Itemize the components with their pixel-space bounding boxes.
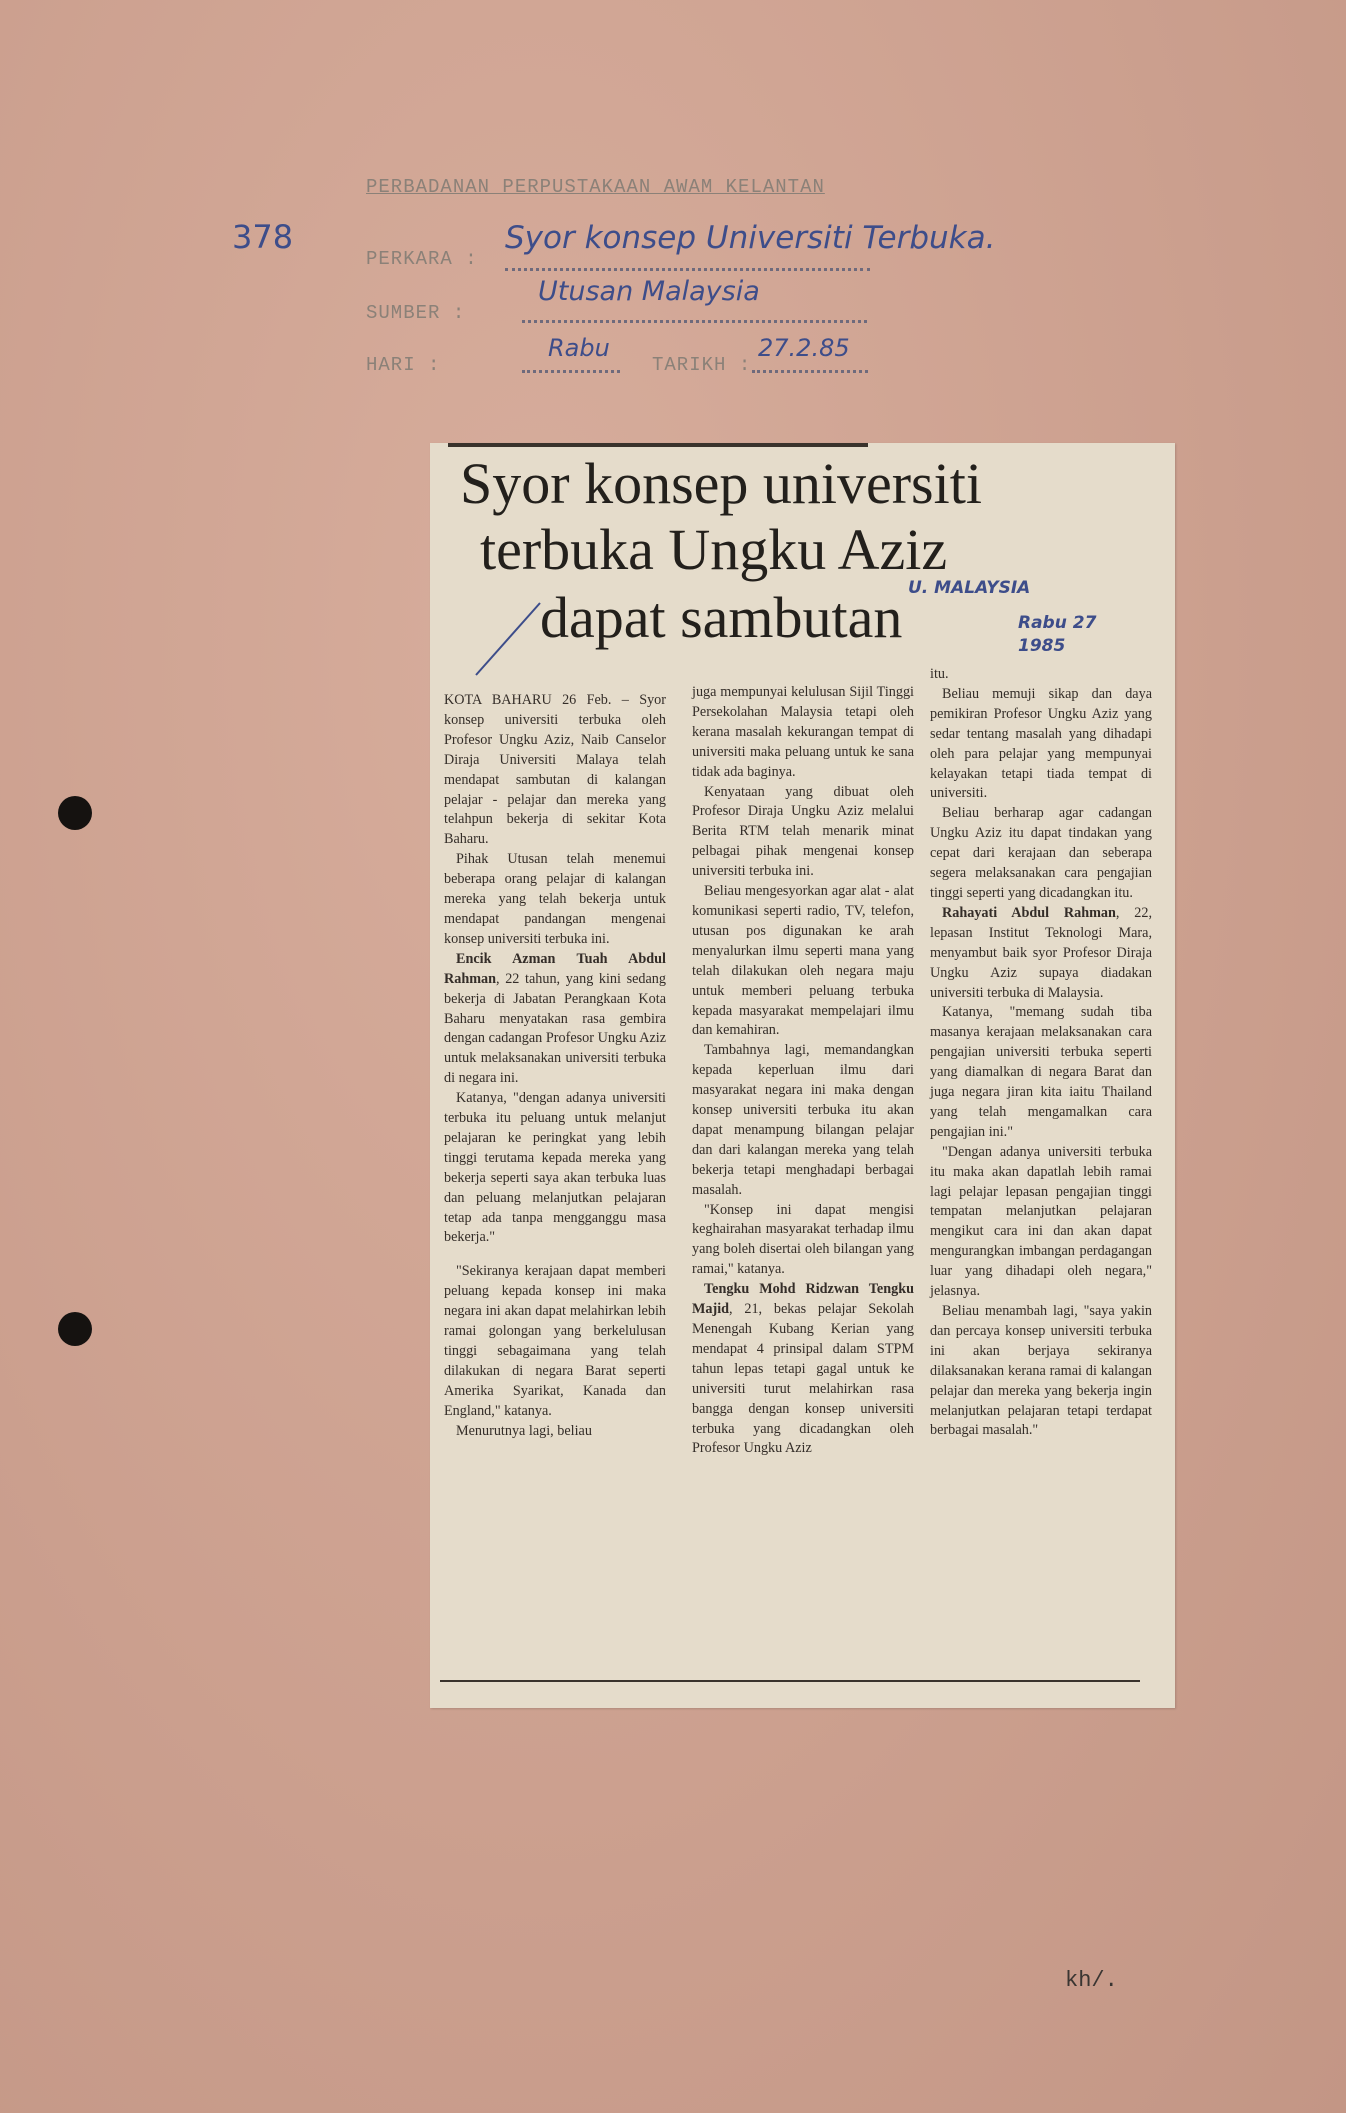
article-column-2 [692,683,914,1459]
interviewee-name: Tengku Mohd Ridzwan Tengku Majid [692,1281,914,1318]
col1-para: Menurutnya lagi, beliau [456,1422,592,1439]
clipping-bottom-rule [440,1680,1140,1682]
hari-value: Rabu [548,334,610,362]
pen-stroke-mark [468,593,548,683]
punch-hole-top [58,796,92,830]
col3-para: Beliau menambah lagi, "saya yakin dan percaya konsep universiti terbuka ini akan berjaya sekiranya dilaksanakan kerana ramai di kalangan pelajar dan mereka yang bekerja ingin melanjutkan pelajaran tetapi terdapat berbagai masalah." [930,1303,1152,1439]
handwritten-date-note: Rabu 27 [1018,613,1097,633]
reference-number: 378 [232,218,294,256]
col1-para: "Sekiranya kerajaan dapat memberi peluang kepada konsep ini maka negara ini akan dapat melahirkan lebih ramai golongan yang berkelulusan tinggi sebagaimana yang telah dilakukan di negara Barat seperti Amerika Syarikat, Kanada dan England," katanya. [444,1263,666,1419]
col2-para: juga mempunyai kelulusan Sijil Tinggi Persekolahan Malaysia tetapi oleh kerana masalah kekurangan tempat di universiti maka peluang untuk ke sana tidak ada baginya. [692,684,914,780]
col1-para: Pihak Utusan telah menemui beberapa orang pelajar di kalangan mereka yang telah bekerja untuk mendapat pandangan mengenai konsep universiti terbuka ini. [444,851,666,947]
col3-para: Rahayati Abdul Rahman, 22, lepasan Institut Teknologi Mara, menyambut baik syor Profesor Diraja Ungku Aziz supaya diadakan universiti terbuka di Malaysia. [930,904,1152,1001]
tarikh-value: 27.2.85 [758,334,850,362]
article-column-1 [444,691,666,1442]
interviewee-name: Encik Azman Tuah Abdul Rahman [444,950,666,987]
col2-para: Kenyataan yang dibuat oleh Profesor Diraja Ungku Aziz melalui Berita RTM telah menarik minat pelbagai pihak mengenai konsep universiti terbuka ini. [692,783,914,880]
hari-label: HARI : [366,354,441,376]
col2-para: Tambahnya lagi, memandangkan kepada keperluan ilmu dari masyarakat negara ini maka dengan konsep universiti terbuka itu akan dapat menampung bilangan pelajar dan dari kalangan mereka yang telah bekerja tetapi menghadapi berbagai masalah. [692,1042,914,1198]
col1-para: KOTA BAHARU 26 Feb. – Syor konsep universiti terbuka oleh Profesor Ungku Aziz, Naib Canselor Diraja Universiti Malaya telah mendapat sambutan di kalangan pelajar - pelajar dan mereka yang telahpun bekerja di sekitar Kota Baharu. [444,692,666,848]
headline-line-3: dapat sambutan [540,585,903,650]
headline-line-1: Syor konsep universiti [460,451,982,516]
article-column-3 [930,665,1152,1441]
agency-heading: PERBADANAN PERPUSTAKAAN AWAM KELANTAN [366,176,825,198]
sumber-value: Utusan Malaysia [538,276,760,307]
punch-hole-bottom [58,1312,92,1346]
tarikh-label: TARIKH : [652,354,752,376]
col3-para: Beliau berharap agar cadangan Ungku Aziz itu dapat tindakan yang cepat dari kerajaan dan seberapa segera melaksanakan cara pengajian tinggi seperti yang dicadangkan itu. [930,805,1152,901]
perkara-dotted-line [505,268,870,271]
typist-initials: kh/. [1065,1968,1118,1993]
col3-para: itu. [930,666,949,682]
col2-para: "Konsep ini dapat mengisi keghairahan masyarakat terhadap ilmu yang boleh disertai oleh bilangan yang ramai," katanya. [692,1201,914,1278]
col2-para: Tengku Mohd Ridzwan Tengku Majid, 21, bekas pelajar Sekolah Menengah Kubang Kerian yang mendapat 4 prinsipal dalam STPM tahun lepas tetapi gagal untuk ke universiti turut melahirkan rasa bangga dengan konsep universiti terbuka yang dicadangkan oleh Profesor Ungku Aziz [692,1281,914,1457]
newspaper-clipping [430,443,1175,1708]
col1-para: Katanya, "dengan adanya universiti terbuka itu peluang untuk melanjut pelajaran ke peringkat yang lebih tinggi terutama kepada mereka yang bekerja seperti saya akan terbuka luas dan peluang melanjutkan pelajaran tetap ada tanpa mengganggu masa bekerja." [444,1090,666,1246]
col2-para: Beliau mengesyorkan agar alat - alat komunikasi seperti radio, TV, telefon, utusan pos digunakan ke arah menyalurkan ilmu seperti mana yang telah dilakukan oleh negara maju untuk memberi peluang terbuka kepada masyarakat mempelajari ilmu dan kemahiran. [692,883,914,1039]
sumber-label: SUMBER : [366,302,466,324]
handwritten-source-note: U. MALAYSIA [908,578,1031,598]
handwritten-year-note: 1985 [1018,636,1066,656]
interviewee-name: Rahayati Abdul Rahman [942,904,1116,921]
hari-dotted-line [522,370,620,373]
perkara-label: PERKARA : [366,248,478,270]
col1-para: Encik Azman Tuah Abdul Rahman, 22 tahun, yang kini sedang bekerja di Jabatan Perangkaan Kota Baharu menyatakan rasa gembira dengan cadangan Profesor Ungku Aziz untuk melaksanakan universiti terbuka di negara ini. [444,950,666,1087]
perkara-value: Syor konsep Universiti Terbuka. [505,220,996,256]
col3-para: Katanya, "memang sudah tiba masanya kerajaan melaksanakan cara pengajian universiti terbuka seperti yang diamalkan di negara Barat dan juga negara jiran kita iaitu Thailand yang telah mengamalkan cara pengajian ini." [930,1004,1152,1140]
clipping-top-rule [448,443,868,447]
col3-para: "Dengan adanya universiti terbuka itu maka akan dapatlah lebih ramai lagi pelajar lepasan pengajian tinggi tempatan melanjutkan pelajaran mengikut cara ini dan akan dapat mengurangkan imbangan perdagangan luar yang dihadapi oleh negara," jelasnya. [930,1143,1152,1300]
tarikh-dotted-line [752,370,868,373]
headline-line-2: terbuka Ungku Aziz [480,517,948,582]
col3-para: Beliau memuji sikap dan daya pemikiran Profesor Ungku Aziz yang sedar tentang masalah yang dihadapi oleh para pelajar yang mempunyai kelayakan tetapi tiada tempat di universiti. [930,685,1152,802]
sumber-dotted-line [522,320,867,323]
